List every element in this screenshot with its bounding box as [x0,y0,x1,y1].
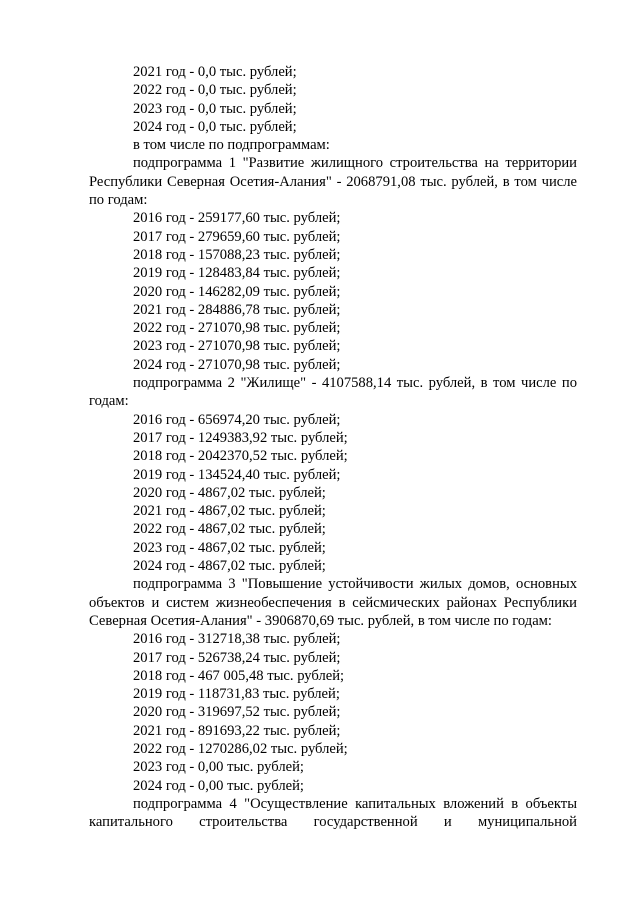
subprogram-1-year-2018: 2018 год - 157088,23 тыс. рублей; [133,246,341,263]
subprogram-1-year-2019: 2019 год - 128483,84 тыс. рублей; [133,265,341,282]
subprogram-1-title-line-1: подпрограмма 1 "Развитие жилищного строительства на территории [133,155,577,172]
subprogram-3-year-2024: 2024 год - 0,00 тыс. рублей; [133,777,304,794]
subprogram-3-year-2020: 2020 год - 319697,52 тыс. рублей; [133,704,341,721]
subprogram-1-title-line-2: Республики Северная Осетия-Алания" - 2068791,08 тыс. рублей, в том числе [89,173,577,190]
subprogram-2-year-2020: 2020 год - 4867,02 тыс. рублей; [133,484,326,501]
subprogram-3-year-2019: 2019 год - 118731,83 тыс. рублей; [133,686,340,703]
subprogram-4-title-line-1: подпрограмма 4 "Осуществление капитальных вложений в объекты [133,795,577,812]
subprogram-2-year-2022: 2022 год - 4867,02 тыс. рублей; [133,521,326,538]
subprogram-2-year-2023: 2023 год - 4867,02 тыс. рублей; [133,539,326,556]
subprogram-3-year-2021: 2021 год - 891693,22 тыс. рублей; [133,722,341,739]
subprogram-3-year-2016: 2016 год - 312718,38 тыс. рублей; [133,631,341,648]
subprogram-3-year-2017: 2017 год - 526738,24 тыс. рублей; [133,649,341,666]
subprogram-1-year-2020: 2020 год - 146282,09 тыс. рублей; [133,283,341,300]
funding-line-2023: 2023 год - 0,0 тыс. рублей; [133,100,297,117]
subprogram-1-year-2023: 2023 год - 271070,98 тыс. рублей; [133,338,341,355]
subprogram-2-year-2018: 2018 год - 2042370,52 тыс. рублей; [133,448,348,465]
subprogram-4-title-line-2: капитального строительства государственной и муниципальной [89,814,577,831]
subprogram-2-year-2017: 2017 год - 1249383,92 тыс. рублей; [133,429,348,446]
subprogram-1-year-2021: 2021 год - 284886,78 тыс. рублей; [133,301,341,318]
funding-line-2024: 2024 год - 0,0 тыс. рублей; [133,118,297,135]
subprogram-1-title-line-3: по годам: [89,192,148,209]
funding-line-2022: 2022 год - 0,0 тыс. рублей; [133,82,297,99]
subprogram-2-year-2024: 2024 год - 4867,02 тыс. рублей; [133,558,326,575]
subprogram-2-title-line-2: годам: [89,393,129,410]
subprogram-3-title-line-1: подпрограмма 3 "Повышение устойчивости жилых домов, основных [133,576,577,593]
subprogram-3-title-line-3: Северная Осетия-Алания" - 3906870,69 тыс. рублей, в том числе по годам: [89,612,552,629]
subprogram-2-year-2016: 2016 год - 656974,20 тыс. рублей; [133,411,341,428]
subprogram-2-year-2021: 2021 год - 4867,02 тыс. рублей; [133,503,326,520]
subprogram-1-year-2022: 2022 год - 271070,98 тыс. рублей; [133,320,341,337]
subprogram-2-title-line-1: подпрограмма 2 "Жилище" - 4107588,14 тыс. рублей, в том числе по [133,375,577,392]
funding-line-2021: 2021 год - 0,0 тыс. рублей; [133,64,297,80]
subprograms-intro: в том числе по подпрограммам: [133,137,330,154]
subprogram-2-year-2019: 2019 год - 134524,40 тыс. рублей; [133,466,341,483]
subprogram-1-year-2024: 2024 год - 271070,98 тыс. рублей; [133,356,341,373]
subprogram-3-title-line-2: объектов и систем жизнеобеспечения в сейсмических районах Республики [89,594,577,611]
document-body [89,63,577,831]
subprogram-3-year-2022: 2022 год - 1270286,02 тыс. рублей; [133,740,348,757]
subprogram-3-year-2023: 2023 год - 0,00 тыс. рублей; [133,759,304,776]
subprogram-1-year-2017: 2017 год - 279659,60 тыс. рублей; [133,228,341,245]
subprogram-3-year-2018: 2018 год - 467 005,48 тыс. рублей; [133,667,345,684]
subprogram-1-year-2016: 2016 год - 259177,60 тыс. рублей; [133,210,341,227]
